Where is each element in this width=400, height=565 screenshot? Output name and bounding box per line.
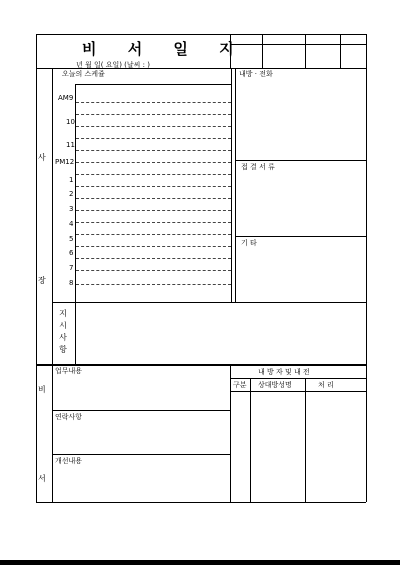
time-7: 7 bbox=[69, 264, 74, 272]
visitor-table-left bbox=[230, 364, 231, 502]
time-8: 8 bbox=[69, 279, 74, 287]
side-label-bi: 비 bbox=[38, 385, 46, 394]
bottom-band bbox=[0, 560, 400, 565]
frame-bottom bbox=[36, 502, 366, 503]
time-2: 2 bbox=[69, 190, 74, 198]
contact-divider bbox=[52, 454, 230, 455]
instructions-divider bbox=[75, 302, 76, 364]
side-label-seo: 서 bbox=[38, 474, 46, 483]
schedule-box-top bbox=[75, 84, 231, 85]
section1-label-divider bbox=[52, 68, 53, 364]
other-label: 기 타 bbox=[241, 239, 257, 247]
col-party-name: 상대방성명 bbox=[258, 381, 292, 389]
page-title: 비 서 일 지 bbox=[82, 40, 247, 58]
frame-top bbox=[36, 34, 366, 35]
right-panel-divider-2 bbox=[235, 236, 366, 237]
visitor-table-heading: 내 방 자 및 내 전 bbox=[258, 368, 310, 376]
instructions-label: 지 시 사 항 bbox=[59, 309, 67, 354]
section-boundary bbox=[36, 364, 366, 366]
right-panel-divider-1 bbox=[235, 160, 366, 161]
col-handling: 처 리 bbox=[318, 381, 334, 389]
time-pm12: PM12 bbox=[55, 158, 75, 166]
visitor-col-divider-2 bbox=[305, 378, 306, 502]
time-6: 6 bbox=[69, 249, 74, 257]
section2-label-divider bbox=[52, 364, 53, 502]
schedule-bottom-line bbox=[52, 302, 366, 303]
frame-right bbox=[366, 34, 367, 502]
right-panel-inner-line bbox=[235, 68, 236, 303]
time-11: 11 bbox=[66, 141, 75, 149]
schedule-right-divider bbox=[231, 68, 232, 303]
improve-label: 개선내용 bbox=[55, 457, 83, 465]
col-category: 구분 bbox=[233, 381, 247, 389]
time-5: 5 bbox=[69, 235, 74, 243]
duties-label: 업무내용 bbox=[55, 367, 83, 375]
time-4: 4 bbox=[69, 220, 74, 228]
time-3: 3 bbox=[69, 205, 74, 213]
date-line: 년 월 일( 요일) (날씨 : ) bbox=[76, 61, 150, 69]
header-bottom-line bbox=[36, 68, 366, 69]
documents-label: 접 결 서 류 bbox=[241, 163, 275, 171]
side-label-jang: 장 bbox=[38, 276, 46, 285]
time-10: 10 bbox=[66, 118, 75, 126]
contact-label: 연락사항 bbox=[55, 413, 83, 421]
visitor-col-divider-1 bbox=[250, 378, 251, 502]
time-1: 1 bbox=[69, 176, 74, 184]
frame-left bbox=[36, 34, 37, 502]
schedule-heading: 오늘의 스케쥴 bbox=[62, 70, 105, 78]
side-label-sa: 사 bbox=[38, 153, 46, 162]
visitors-calls-label: 내방 · 전화 bbox=[239, 70, 273, 78]
duties-divider bbox=[52, 410, 230, 411]
time-am9: AM9 bbox=[58, 94, 74, 102]
